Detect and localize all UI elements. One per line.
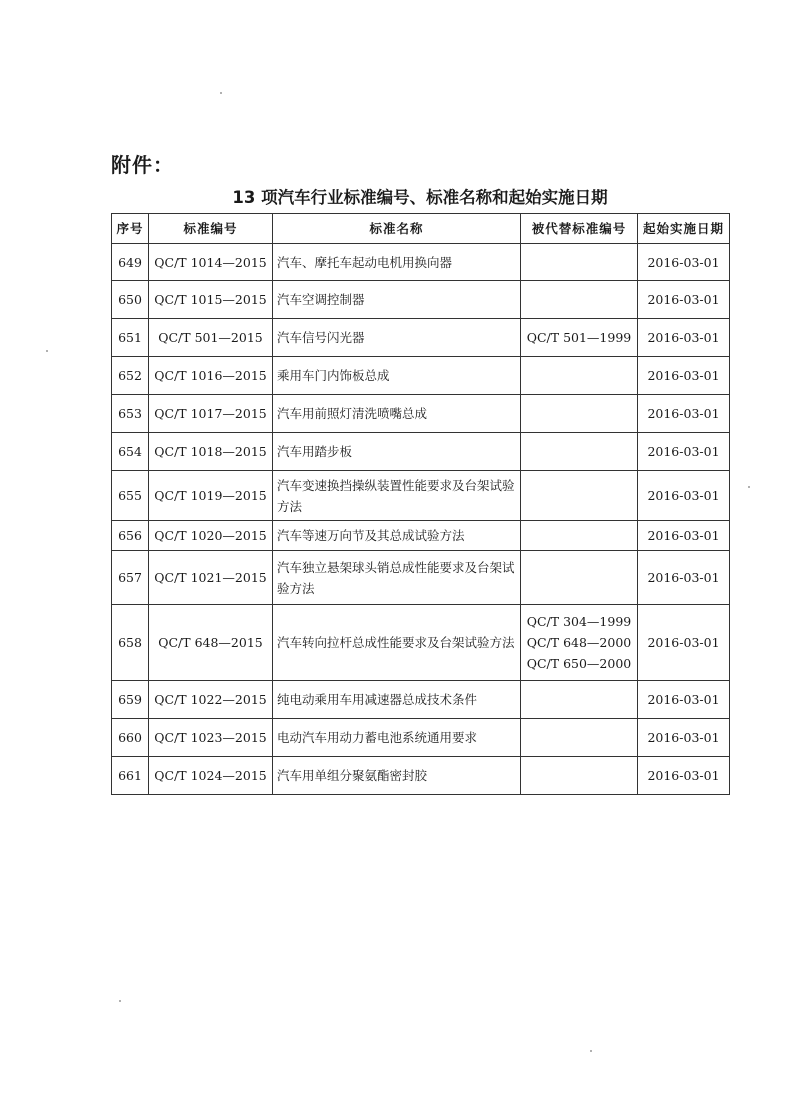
- cell-standard-code: QC/T 1018—2015: [149, 433, 273, 471]
- table-row: [112, 471, 730, 521]
- cell-standard-code: QC/T 648—2015: [149, 605, 273, 681]
- cell-standard-code: QC/T 1023—2015: [149, 719, 273, 757]
- scan-speck: [119, 1000, 121, 1002]
- cell-start-date: 2016-03-01: [638, 471, 730, 521]
- cell-replaced-codes: [521, 357, 638, 395]
- cell-standard-name: 汽车空调控制器: [273, 281, 521, 319]
- cell-start-date: 2016-03-01: [638, 281, 730, 319]
- header-name: 标准名称: [273, 214, 521, 244]
- cell-replaced-codes: [521, 471, 638, 521]
- cell-standard-name: 汽车用踏步板: [273, 433, 521, 471]
- cell-standard-code: QC/T 1020—2015: [149, 521, 273, 551]
- cell-start-date: 2016-03-01: [638, 433, 730, 471]
- cell-replaced-codes: [521, 719, 638, 757]
- cell-start-date: 2016-03-01: [638, 719, 730, 757]
- table-row: [112, 319, 730, 357]
- cell-standard-name: 汽车转向拉杆总成性能要求及台架试验方法: [273, 605, 521, 681]
- cell-start-date: 2016-03-01: [638, 757, 730, 795]
- cell-start-date: 2016-03-01: [638, 521, 730, 551]
- cell-seq: 660: [112, 719, 149, 757]
- cell-start-date: 2016-03-01: [638, 551, 730, 605]
- table-row: [112, 551, 730, 605]
- cell-replaced-codes: [521, 681, 638, 719]
- cell-replaced-codes: [521, 757, 638, 795]
- table-row: [112, 244, 730, 281]
- cell-standard-code: QC/T 1015—2015: [149, 281, 273, 319]
- cell-start-date: 2016-03-01: [638, 395, 730, 433]
- standards-table: [111, 213, 730, 795]
- cell-standard-code: QC/T 1016—2015: [149, 357, 273, 395]
- table-row: [112, 757, 730, 795]
- cell-start-date: 2016-03-01: [638, 319, 730, 357]
- cell-standard-name: 汽车信号闪光器: [273, 319, 521, 357]
- cell-replaced-codes: [521, 605, 638, 681]
- cell-seq: 661: [112, 757, 149, 795]
- replaced-code: QC/T 650—2000: [526, 656, 632, 671]
- header-code: 标准编号: [149, 214, 273, 244]
- cell-standard-code: QC/T 501—2015: [149, 319, 273, 357]
- cell-seq: 653: [112, 395, 149, 433]
- cell-replaced-codes: [521, 319, 638, 357]
- cell-standard-code: QC/T 1022—2015: [149, 681, 273, 719]
- attachment-label: 附件：: [111, 153, 174, 177]
- cell-seq: 655: [112, 471, 149, 521]
- scan-speck: [590, 1050, 592, 1052]
- cell-standard-name: 汽车、摩托车起动电机用换向器: [273, 244, 521, 281]
- cell-standard-name: 纯电动乘用车用减速器总成技术条件: [273, 681, 521, 719]
- replaced-code: QC/T 501—1999: [526, 330, 632, 345]
- table-row: [112, 281, 730, 319]
- table-body: [112, 244, 730, 795]
- table-header-row: [112, 214, 730, 244]
- cell-seq: 652: [112, 357, 149, 395]
- cell-seq: 650: [112, 281, 149, 319]
- cell-replaced-codes: [521, 521, 638, 551]
- cell-seq: 656: [112, 521, 149, 551]
- cell-replaced-codes: [521, 244, 638, 281]
- cell-replaced-codes: [521, 395, 638, 433]
- cell-start-date: 2016-03-01: [638, 605, 730, 681]
- scan-speck: [46, 350, 48, 352]
- scan-speck: [220, 92, 222, 94]
- cell-seq: 658: [112, 605, 149, 681]
- cell-standard-code: QC/T 1017—2015: [149, 395, 273, 433]
- cell-standard-name: 汽车独立悬架球头销总成性能要求及台架试验方法: [273, 551, 521, 605]
- cell-standard-name: 汽车用单组分聚氨酯密封胶: [273, 757, 521, 795]
- cell-standard-name: 汽车变速换挡操纵装置性能要求及台架试验方法: [273, 471, 521, 521]
- header-date: 起始实施日期: [638, 214, 730, 244]
- cell-seq: 651: [112, 319, 149, 357]
- scan-speck: [748, 486, 750, 488]
- cell-start-date: 2016-03-01: [638, 244, 730, 281]
- cell-replaced-codes: [521, 433, 638, 471]
- cell-standard-name: 汽车用前照灯清洗喷嘴总成: [273, 395, 521, 433]
- cell-replaced-codes: [521, 281, 638, 319]
- cell-seq: 654: [112, 433, 149, 471]
- cell-seq: 657: [112, 551, 149, 605]
- cell-standard-name: 电动汽车用动力蓄电池系统通用要求: [273, 719, 521, 757]
- cell-start-date: 2016-03-01: [638, 681, 730, 719]
- table-row: [112, 605, 730, 681]
- replaced-code: QC/T 648—2000: [526, 635, 632, 650]
- cell-standard-code: QC/T 1021—2015: [149, 551, 273, 605]
- cell-standard-name: 汽车等速万向节及其总成试验方法: [273, 521, 521, 551]
- replaced-code: QC/T 304—1999: [526, 614, 632, 629]
- table-row: [112, 433, 730, 471]
- header-seq: 序号: [112, 214, 149, 244]
- cell-seq: 659: [112, 681, 149, 719]
- cell-standard-code: QC/T 1014—2015: [149, 244, 273, 281]
- cell-start-date: 2016-03-01: [638, 357, 730, 395]
- table-row: [112, 719, 730, 757]
- table-row: [112, 357, 730, 395]
- cell-replaced-codes: [521, 551, 638, 605]
- cell-standard-name: 乘用车门内饰板总成: [273, 357, 521, 395]
- table-row: [112, 395, 730, 433]
- header-replaced: 被代替标准编号: [521, 214, 638, 244]
- cell-seq: 649: [112, 244, 149, 281]
- document-title: 13 项汽车行业标准编号、标准名称和起始实施日期: [232, 188, 608, 207]
- table-row: [112, 521, 730, 551]
- table-row: [112, 681, 730, 719]
- cell-standard-code: QC/T 1024—2015: [149, 757, 273, 795]
- cell-standard-code: QC/T 1019—2015: [149, 471, 273, 521]
